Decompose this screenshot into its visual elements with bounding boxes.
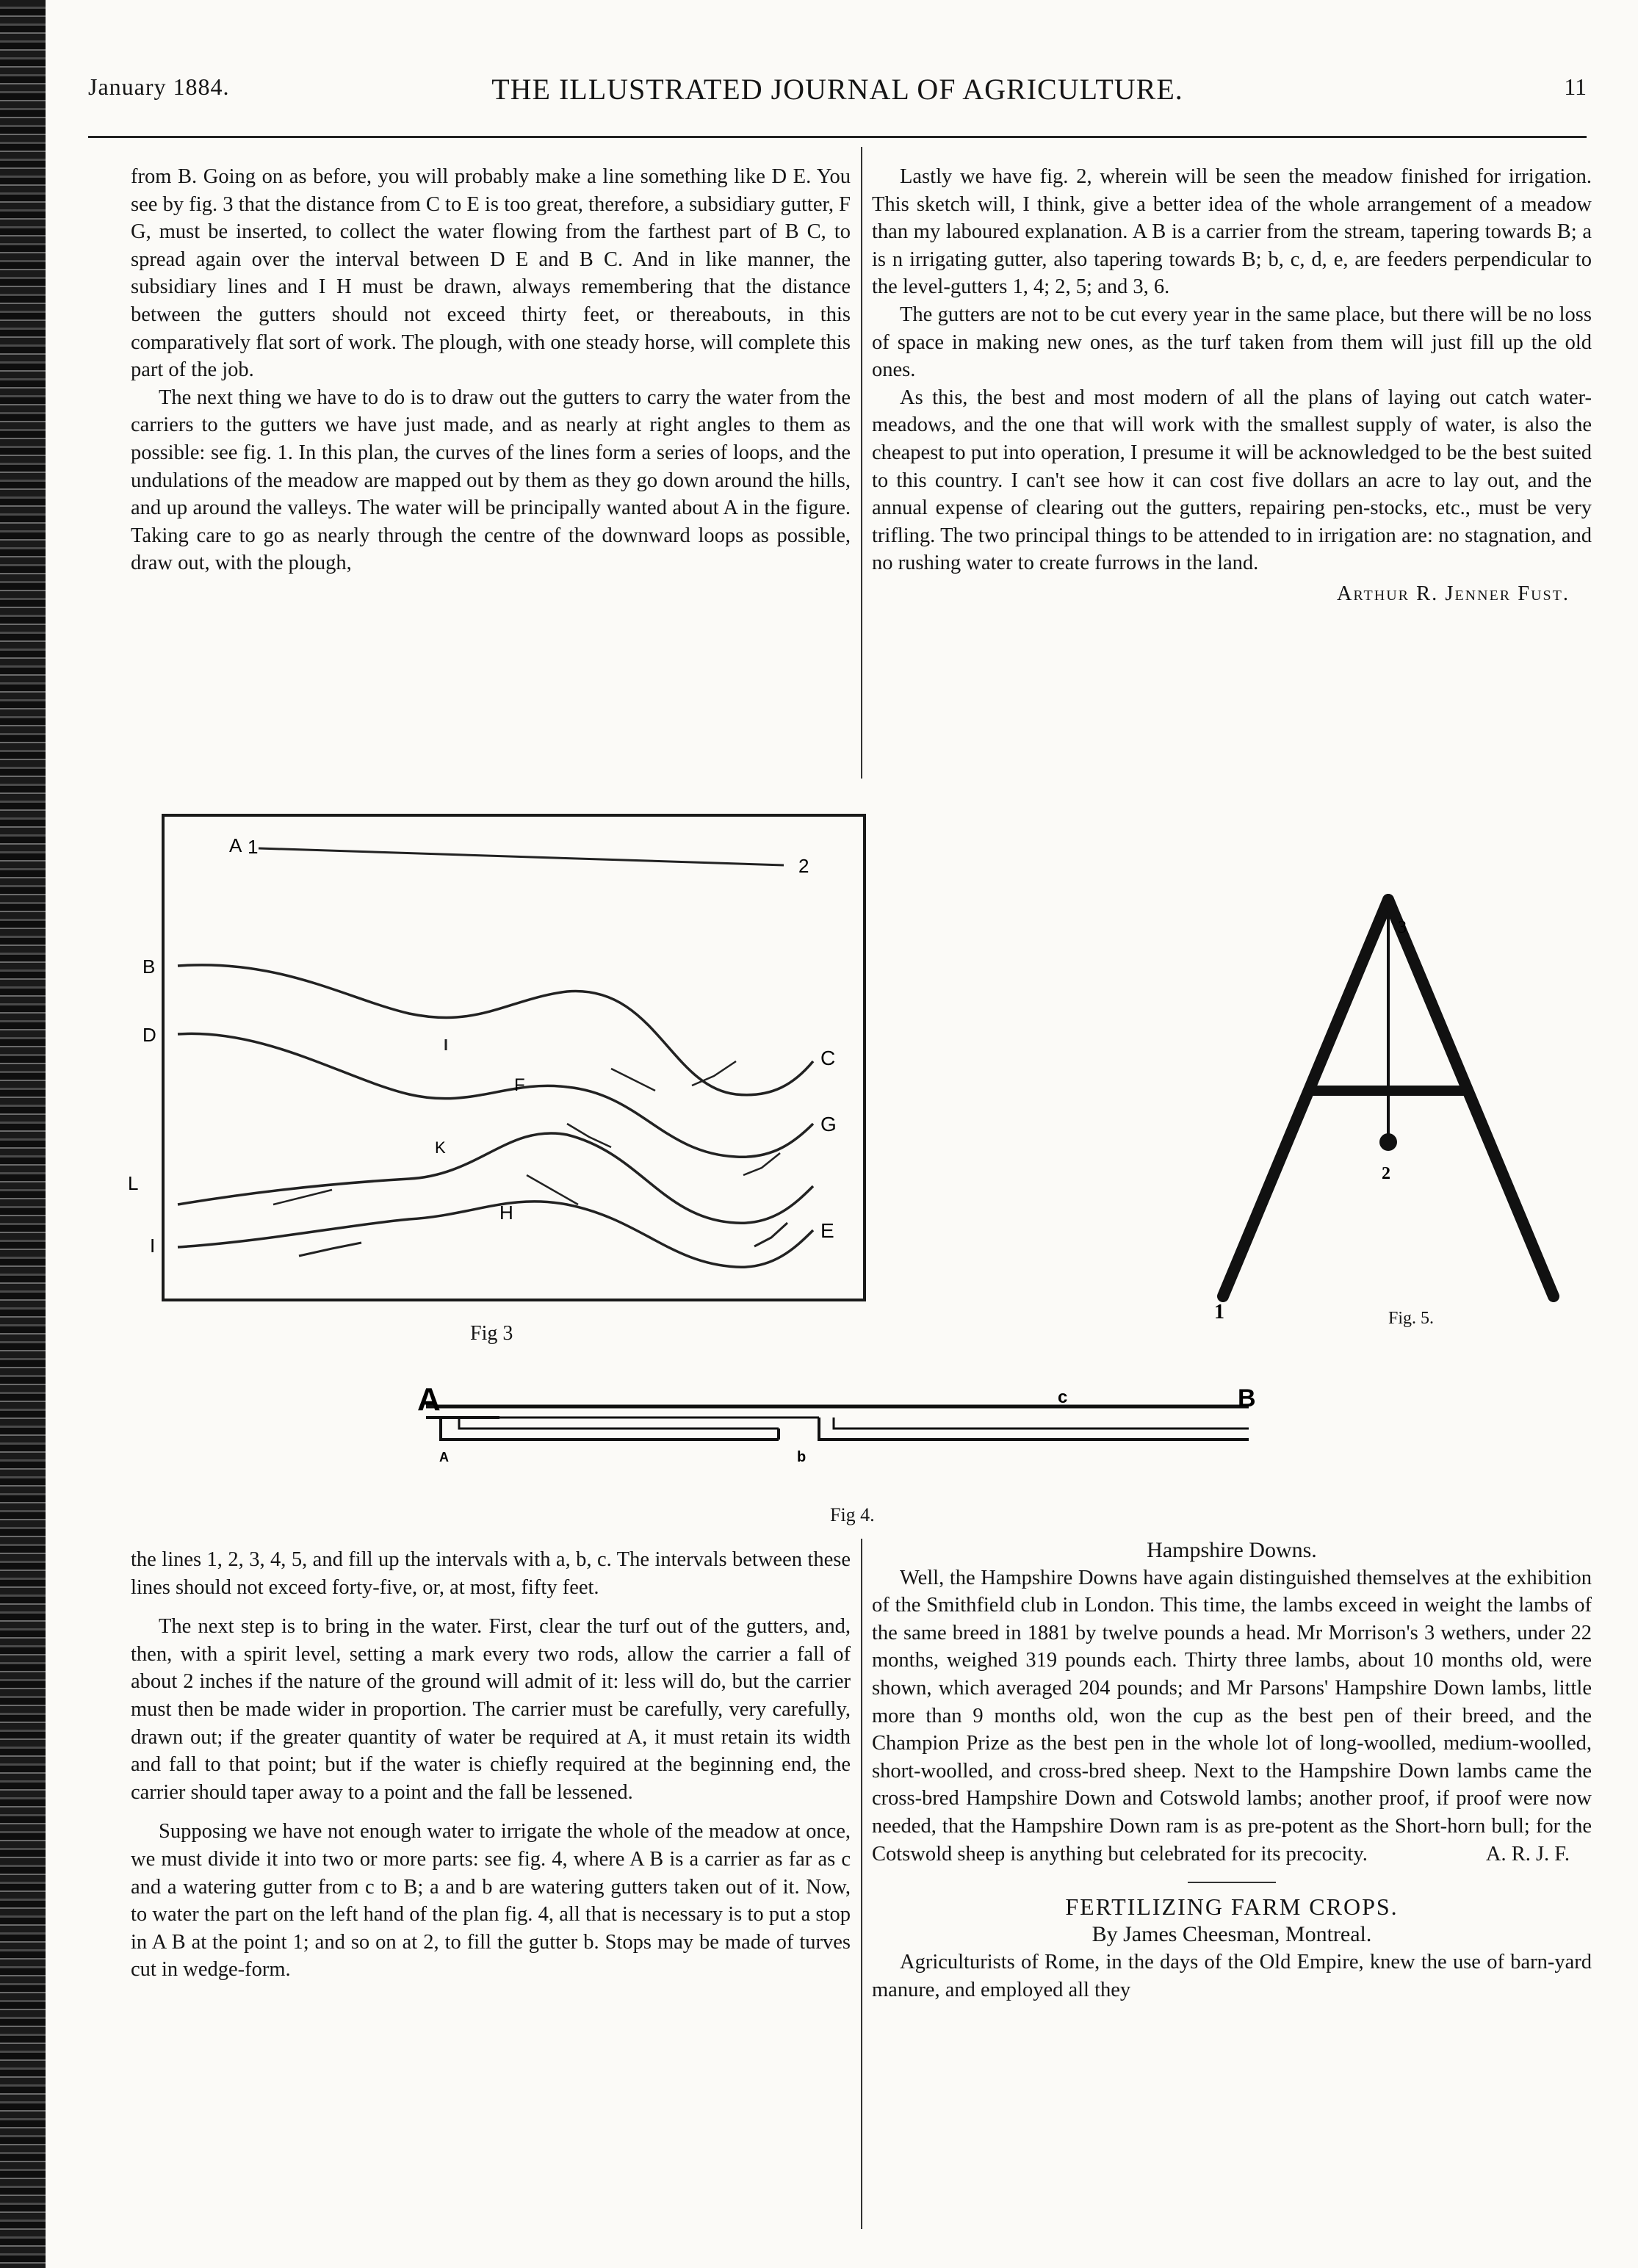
paragraph: Well, the Hampshire Downs have again distinguished themselves at the exhibition of the Smithfield club in London. This time, the lambs exceed in weight the lambs of the same breed in 1881 by twelve pounds a head. Mr Morrison's 3 wethers, under 22 months, weighed 319 pounds each. Thirty three lambs, about 10 months old, were shown, which averaged 204 pounds; and Mr Parsons' Hampshire Down lambs, little more than 9 months old, won the cup as the best pen of their breed, and the Champion Prize as the best pen in the whole lot of long-woolled, medium-woolled, short-woolled, and cross-bred sheep. Next to the Hampshire Down lambs came the cross-bred Hampshire Down and Cotswold lambs; another proof, if proof were now needed, that the Hampshire Down ram is as pre-potent as the Short-horn bull; for the Cotswold sheep is anything but celebrated for its precocity. [872, 1566, 1592, 1866]
fig5-left-leg [1223, 900, 1388, 1296]
fig3-label: C [820, 1047, 836, 1069]
paragraph: Lastly we have fig. 2, wherein will be seen the meadow finished for irrigation. This sketch will, I think, give a better idea of the whole arrangement of a meadow than my laboured explanation. A B is a carrier from the stream, tapering towards B; a is n irrigating gutter, also tapering towards B; b, c, d, e, are feeders perpendicular to the level-gutters 1, 4; 2, 5; and 3, 6. [872, 165, 1592, 299]
section-divider [1188, 1882, 1276, 1883]
paragraph: The gutters are not to be cut every year in the same place, but there will be no loss of space in making new ones, as the turf taken from them will just fill up the old ones. [872, 303, 1592, 382]
fig3-arrow [527, 1175, 578, 1205]
fig3-arrow [299, 1243, 361, 1256]
fig4-label: b [797, 1449, 807, 1465]
fig3-label: E [820, 1219, 834, 1242]
fig5-caption: Fig. 5. [1388, 1309, 1435, 1328]
fig3-label: B [142, 956, 156, 978]
paragraph: Agriculturists of Rome, in the days of the Old Empire, knew the use of barn-yard manure, and employed all they [872, 1950, 1592, 2001]
paragraph: Supposing we have not enough water to irrigate the whole of the meadow at once, we must divide it into two or more parts: see fig. 4, where A B is a carrier as far as c and a watering gutter from c to B; a and b are watering gutters taken out of it. Now, to water the part on the left hand of the plan fig. 4, all that is necessary is to put a stop in A B at the point 1; and so on at 2, to fill the gutter b. Stops may be made of turves cut in wedge-form. [131, 1820, 851, 1982]
fig3-label: D [142, 1024, 156, 1046]
fig3-caption: Fig 3 [470, 1322, 513, 1345]
fig4-caption: Fig 4. [830, 1504, 875, 1525]
page-number: 11 [1564, 73, 1587, 100]
fig5-label: 3 [1398, 918, 1407, 937]
fig3-arrow [754, 1223, 787, 1246]
paragraph: from B. Going on as before, you will probably make a line something like D E. You see by fig. 3 that the distance from C to E is too great, therefore, a subsidiary gutter, F G, must be inserted, to collect the water flowing from the farthest part of B C, to spread again over the interval between D E and B C. And in like manner, the subsidiary lines and I H must be drawn, always remembering that the distance between the gutters should not exceed thirty feet, or thereabouts, in this comparatively flat sort of work. The plough, with one steady horse, will complete this part of the job. [131, 165, 851, 382]
article-irrigation-continued [131, 1546, 851, 1984]
fig5-label: 1 [1214, 1301, 1224, 1323]
paragraph: The next step is to bring in the water. First, clear the turf out of the gutters, and, then, with a spirit level, setting a mark every two rods, allow the carrier a fall of about 2 inches if the nature of the ground will admit of it: less will do, but the carrier must then be made wider in proportion. The carrier must be carefully, very carefully, drawn out; if the greater quantity of water be required at A, it must retain its width and fall to that point; but if the water is chiefly required at the beginning end, the carrier should taper away to a point and the fall be lessened. [131, 1615, 851, 1804]
paragraph: As this, the best and most modern of all the plans of laying out catch water-meadows, and the one that will work with the smallest supply of water, is also the cheapest to put into operation, I presume it will be acknowledged to be the best suited to this country. I can't see how it can cost five dollars an acre to lay out, and the annual expense of clearing out the gutters, repairing pen-stocks, etc., must be very trifling. The two principal things to be attended to in irrigation are: no stagnation, and no rushing water to create furrows in the land. [872, 386, 1592, 575]
fig3-arrow [273, 1190, 332, 1205]
fig3-line-i-h [178, 1202, 813, 1267]
fig4-label: A [439, 1450, 449, 1465]
fig3-frame [163, 815, 865, 1300]
column-divider [861, 1539, 862, 2229]
article-irrigation-left-column [131, 163, 851, 577]
fig3-line-a-2 [259, 848, 784, 865]
issue-date: January 1884. [88, 73, 230, 100]
figure-4-carrier-plan [411, 1366, 1293, 1513]
article-hampshire-downs [872, 1536, 1592, 2004]
fig3-line-b-c [178, 965, 813, 1095]
article-byline: By James Cheesman, Montreal. [1092, 1922, 1372, 1947]
fig3-line-l-e [178, 1133, 813, 1223]
header-rule [88, 136, 1587, 138]
page-header [88, 72, 1587, 109]
fig3-arrow [611, 1069, 655, 1091]
fig4-label: B [1238, 1384, 1256, 1412]
fig5-right-leg [1388, 900, 1554, 1296]
fig4-label: c [1058, 1387, 1068, 1407]
fig3-label: 1 [248, 836, 259, 858]
fig5-label: 2 [1382, 1164, 1390, 1183]
column-divider [861, 147, 862, 779]
fig3-label: F [514, 1075, 525, 1095]
figure-5-a-frame-level [1208, 885, 1568, 1340]
fig3-line-d-g [178, 1033, 813, 1157]
fig3-label: I [150, 1235, 156, 1257]
fig3-label: A [229, 834, 242, 856]
figure-3-meadow-plan [128, 808, 876, 1315]
author-signature: A. R. J. F. [1485, 1843, 1570, 1866]
fig3-arrow [692, 1061, 736, 1086]
article-title: FERTILIZING FARM CROPS. [1065, 1893, 1399, 1920]
fig3-label: 2 [798, 855, 809, 877]
fig3-label: H [499, 1202, 513, 1224]
binding-edge [0, 0, 46, 2268]
fig5-plumb-bob [1379, 1133, 1397, 1151]
article-irrigation-right-column [872, 163, 1592, 608]
paragraph: the lines 1, 2, 3, 4, 5, and fill up the intervals with a, b, c. The intervals between these lines should not exceed forty-five, or, at most, fifty feet. [131, 1548, 851, 1599]
fig4-label: A [417, 1382, 441, 1418]
fig3-label: K [435, 1138, 446, 1157]
fig3-label: G [820, 1113, 837, 1135]
paragraph: The next thing we have to do is to draw out the gutters to carry the water from the carriers to the gutters we have just made, and as nearly at right angles to them as possible: see fig. 1. In this plan, the curves of the lines form a series of loops, and the undulations of the meadow are mapped out by them as they go down around the hills, and up around the valleys. The water will be principally wanted about A in the figure. Taking care to go as nearly through the centre of the downward loops as possible, draw out, with the plough, [131, 386, 851, 575]
article-title: Hampshire Downs. [1147, 1538, 1317, 1562]
author-signature: Arthur R. Jenner Fust. [1336, 582, 1570, 605]
fig3-label: L [128, 1172, 139, 1194]
journal-title: THE ILLUSTRATED JOURNAL OF AGRICULTURE. [491, 73, 1183, 106]
